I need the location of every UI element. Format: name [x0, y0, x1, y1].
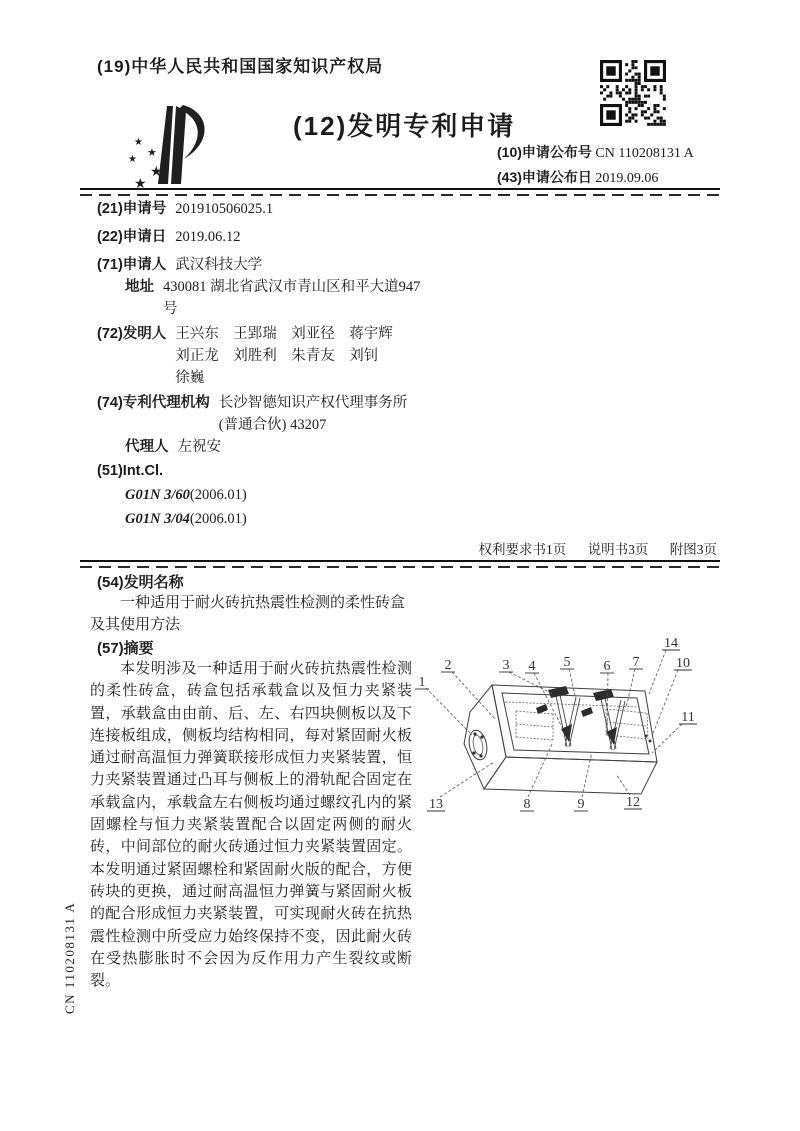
fig-num-14: 14: [664, 636, 678, 651]
applicant-value: 武汉科技大学: [175, 257, 263, 273]
address-label: 地址: [125, 279, 154, 295]
publication-number-line: [497, 142, 694, 162]
fig-num-2: 2: [444, 658, 452, 673]
patent-office-name: (19)中华人民共和国国家知识产权局: [97, 57, 384, 76]
publication-date-label: (43)申请公布日: [497, 169, 592, 185]
inventors-line-2: 刘正龙 刘胜利 朱青友 刘钊: [175, 348, 379, 364]
inventors-line-1: 王兴东 王郢瑞 刘亚径 蒋宇辉: [175, 326, 393, 342]
intcl-entry-1-version: (2006.01): [189, 487, 247, 503]
svg-text:★: ★: [147, 146, 157, 159]
figure-slide-rails: [505, 702, 648, 740]
inventors-value: [175, 323, 430, 389]
claims-pages: 权利要求书1页: [478, 542, 567, 557]
document-type-title: (12)发明专利申请: [293, 111, 516, 141]
publication-date-value: 2019.09.06: [595, 171, 659, 186]
application-date-row: [97, 226, 430, 248]
fig-num-5: 5: [563, 655, 571, 670]
agency-row: [97, 392, 430, 436]
abstract-label: (57)摘要: [97, 640, 154, 657]
address-row: [97, 276, 430, 320]
intcl-label: (51)Int.Cl.: [97, 463, 164, 479]
fig-num-12: 12: [626, 795, 640, 810]
qr-code-icon: [600, 60, 666, 126]
agent-row: [97, 436, 430, 458]
application-number-label: (21)申请号: [97, 201, 167, 217]
fig-num-13: 13: [429, 797, 443, 812]
intcl-entry-1-code: G01N 3/60: [125, 487, 190, 503]
application-number-row: [97, 198, 430, 220]
fig-num-3: 3: [502, 658, 510, 673]
svg-text:★: ★: [128, 154, 137, 165]
publication-date-line: [497, 167, 658, 187]
intcl-row: [97, 460, 430, 482]
intcl-entry-2: [125, 508, 247, 530]
intcl-entry-2-version: (2006.01): [189, 511, 247, 527]
fig-num-6: 6: [603, 659, 611, 674]
abstract-text: 本发明涉及一种适用于耐火砖抗热震性检测的柔性砖盒，砖盒包括承载盒以及恒力夹紧装置，承载盒由由前、后、左、右四块侧板以及下连接板组成，侧板均结构相同，每对紧固耐火板通过耐高温恒力弹簧联接形成恒力夹紧装置，恒力夹紧装置通过凸耳与侧板上的滑轨配合固定在承载盒内，承载盒左右侧板均通过螺纹孔内的紧固螺栓与恒力夹紧装置配合以固定两侧的耐火砖，中间部位的耐火砖通过恒力夹紧装置固定。本发明通过紧固螺栓和紧固耐火版的配合，方便砖块的更换，通过耐高温恒力弹簧与紧固耐火板的配合形成恒力夹紧装置，可实现耐火砖在抗热震性检测中所受应力始终保持不变，因此耐火砖在受热膨胀时不会因为反作用力产生裂纹或断裂。: [90, 661, 412, 990]
inventors-label: (72)发明人: [97, 326, 167, 342]
drawings-pages: 附图3页: [669, 542, 717, 557]
application-number-value: 201910506025.1: [175, 201, 274, 217]
cnipa-logo-icon: [120, 92, 228, 194]
inventors-line-3: 徐巍: [175, 370, 205, 386]
applicant-row: [97, 254, 430, 276]
fig-num-4: 4: [528, 659, 536, 674]
fig-num-8: 8: [523, 797, 531, 812]
svg-text:★: ★: [134, 176, 147, 192]
biblio-divider-dashed: [80, 566, 720, 568]
description-pages: 说明书3页: [587, 542, 649, 557]
side-publication-code: CN 110208131 A: [62, 901, 77, 1014]
header-divider-solid: [80, 188, 720, 190]
inventors-row: [97, 323, 430, 389]
invention-title: 一种适用于耐火砖抗热震性检测的柔性砖盒及其使用方法: [90, 595, 406, 633]
figure-box-outline: [464, 685, 657, 794]
fig-num-11: 11: [681, 710, 695, 725]
figure-clamp-2: [581, 689, 625, 750]
fig-num-7: 7: [632, 655, 640, 670]
intcl-entry-1: [125, 484, 247, 506]
agent-label: 代理人: [125, 439, 169, 455]
invention-title-label: (54)发明名称: [97, 574, 184, 591]
address-value: 430081 湖北省武汉市青山区和平大道947号: [163, 279, 421, 317]
intcl-entry-2-code: G01N 3/04: [125, 511, 190, 527]
agency-value: 长沙智德知识产权代理事务所(普通合伙) 43207: [218, 395, 408, 433]
header-divider-dashed: [80, 194, 720, 196]
patent-figure: [406, 614, 760, 848]
pages-info: [461, 538, 718, 558]
publication-number-value: CN 110208131 A: [595, 146, 694, 161]
figure-reference-numbers: [419, 636, 695, 812]
agent-value: 左祝安: [177, 439, 221, 455]
fig-num-1: 1: [418, 675, 426, 690]
application-date-value: 2019.06.12: [175, 229, 241, 245]
publication-number-label: (10)申请公布号: [497, 144, 592, 160]
figure-leader-lines: [426, 650, 682, 797]
fig-num-10: 10: [676, 656, 690, 671]
svg-text:★: ★: [134, 137, 143, 148]
svg-text:★: ★: [150, 164, 163, 180]
figure-number-underlines: [415, 650, 697, 811]
biblio-divider-solid: [80, 560, 720, 562]
fig-num-9: 9: [577, 797, 585, 812]
applicant-label: (71)申请人: [97, 257, 167, 273]
agency-label: (74)专利代理机构: [97, 395, 210, 411]
application-date-label: (22)申请日: [97, 229, 167, 245]
